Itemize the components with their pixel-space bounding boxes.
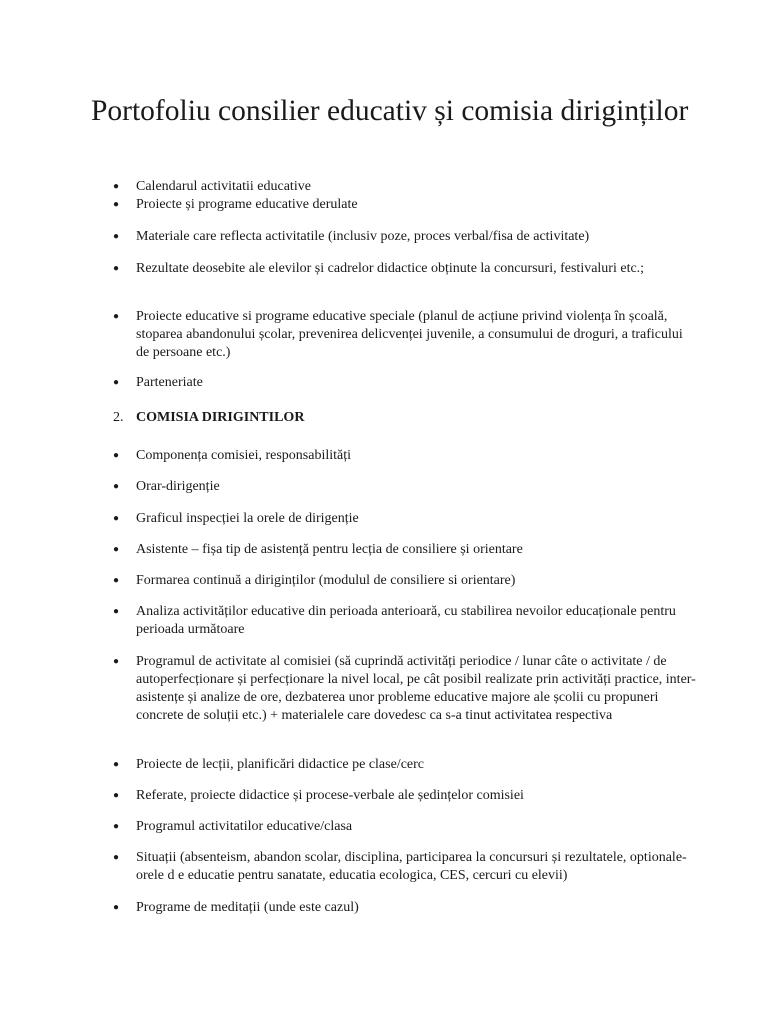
list-item-text: Referate, proiecte didactice și procese-verbale ale ședințelor comisiei	[136, 788, 524, 803]
list-item-text: Proiecte și programe educative derulate	[136, 197, 358, 212]
section-title: COMISIA DIRIGINTILOR	[136, 410, 305, 425]
list-item-text: Situații (absenteism, abandon scolar, disciplina, participarea la concursuri și rezultatele, optionale- orele d e educatie pentru sanatate, educatia ecologica, CES, cercuri cu elevii)	[136, 850, 687, 883]
bullet-icon: ●	[113, 821, 120, 832]
bullet-icon: ●	[113, 606, 120, 617]
bullet-icon: ●	[113, 481, 120, 492]
bullet-icon: ●	[113, 513, 120, 524]
list-item-text: Programul activitatilor educative/clasa	[136, 819, 353, 834]
list-item-text: Parteneriate	[136, 375, 203, 390]
list-item-text: Asistente – fișa tip de asistență pentru lecția de consiliere și orientare	[136, 542, 523, 557]
bullet-icon: ●	[113, 377, 120, 388]
document-title: Portofoliu consilier educativ și comisia diriginților	[91, 95, 689, 127]
bullet-icon: ●	[113, 199, 120, 210]
bullet-icon: ●	[113, 759, 120, 770]
list-item-text: Calendarul activitatii educative	[136, 179, 311, 194]
bullet-icon: ●	[113, 181, 120, 192]
list-item-text: Proiecte educative si programe educative speciale (planul de acțiune privind violența în școală, stoparea abandonului școlar, prevenirea delicvenței juvenile, a consumului de droguri, a traficului de persoane etc.)	[136, 309, 683, 360]
list-item-text: Analiza activităților educative din perioada anterioară, cu stabilirea nevoilor educaționale pentru perioada următoare	[136, 604, 676, 637]
list-item-text: Graficul inspecției la orele de dirigenție	[136, 511, 359, 526]
list-item-text: Proiecte de lecții, planificări didactice pe clase/cerc	[136, 757, 425, 772]
list-item-text: Orar-dirigenție	[136, 479, 220, 494]
list-item-text: Materiale care reflecta activitatile (inclusiv poze, proces verbal/fisa de activitate)	[136, 229, 590, 244]
bullet-icon: ●	[113, 656, 120, 667]
bullet-icon: ●	[113, 790, 120, 801]
list-item-text: Programul de activitate al comisiei (să cuprindă activități periodice / lunar câte o activitate / de autoperfecționare și perfecționare la nivel local, pe cât posibil realizate prin activități practice, inter-asistențe și analize de ore, dezbaterea unor probleme educative majore ale școlii cu propuneri concrete de soluții etc.) + materialele care dovedesc ca s-a tinut activitatea respectiva	[136, 654, 696, 723]
bullet-icon: ●	[113, 311, 120, 322]
bullet-icon: ●	[113, 544, 120, 555]
bullet-icon: ●	[113, 231, 120, 242]
section-number: 2.	[113, 410, 124, 425]
bullet-icon: ●	[113, 450, 120, 461]
list-item-text: Componența comisiei, responsabilități	[136, 448, 352, 463]
list-item-text: Formarea continuă a diriginților (modulul de consiliere si orientare)	[136, 573, 516, 588]
bullet-icon: ●	[113, 575, 120, 586]
list-item-text: Rezultate deosebite ale elevilor și cadrelor didactice obținute la concursuri, festivaluri etc.;	[136, 261, 645, 276]
bullet-icon: ●	[113, 852, 120, 863]
list-item-text: Programe de meditații (unde este cazul)	[136, 900, 359, 915]
bullet-icon: ●	[113, 902, 120, 913]
bullet-icon: ●	[113, 263, 120, 274]
